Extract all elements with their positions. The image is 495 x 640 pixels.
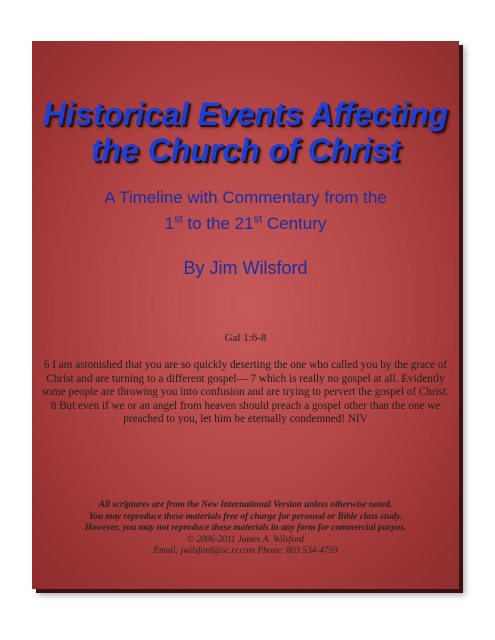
copyright-notice xyxy=(38,499,453,557)
subtitle-start-ordinal: st xyxy=(174,213,183,226)
cover-title xyxy=(32,96,459,168)
scripture-reference: Gal 1:6-8 xyxy=(224,332,267,344)
footer-contact: Email: jwilsford@sc.rr.com Phone: 803 534-4759 xyxy=(153,545,338,555)
scripture-text: 6 I am astonished that you are so quickly deserting the one who called you by the grace of Christ and are turning to a different gospel— 7 which is really no gospel at all. Evidently some people are throwing you into confusion and are trying to pervert the gospel of Christ. 8 But even if we or an angel from heaven should preach a gospel other than the one we preached to you, let him be eternally condemned! NIV xyxy=(42,359,450,426)
subtitle-end-ordinal: st xyxy=(253,213,263,226)
footer-line-1: All scriptures are from the New International Version unless otherwise noted. xyxy=(98,499,393,509)
footer-line-3: However, you may not reproduce these materials in any form for commercial purpos. xyxy=(84,522,407,532)
subtitle-start-number: 1 xyxy=(164,214,175,233)
subtitle-line-2 xyxy=(42,211,449,237)
subtitle-end-number: 21 xyxy=(234,214,254,233)
book-cover xyxy=(32,41,459,589)
footer-copyright: © 2006-2011 James A. Wilsford xyxy=(187,533,304,544)
footer-line-2: You may reproduce these materials free of charge for personal or Bible class study. xyxy=(88,510,403,521)
subtitle-end-word: Century xyxy=(262,214,327,233)
cover-subtitle xyxy=(42,185,449,237)
subtitle-line-1: A Timeline with Commentary from the xyxy=(104,188,387,207)
author-byline: By Jim Wilsford xyxy=(183,258,308,278)
subtitle-connector: to the xyxy=(182,214,235,233)
title-line-2: the Church of Christ xyxy=(90,132,401,168)
title-line-1: Historical Events Affecting xyxy=(42,96,449,132)
